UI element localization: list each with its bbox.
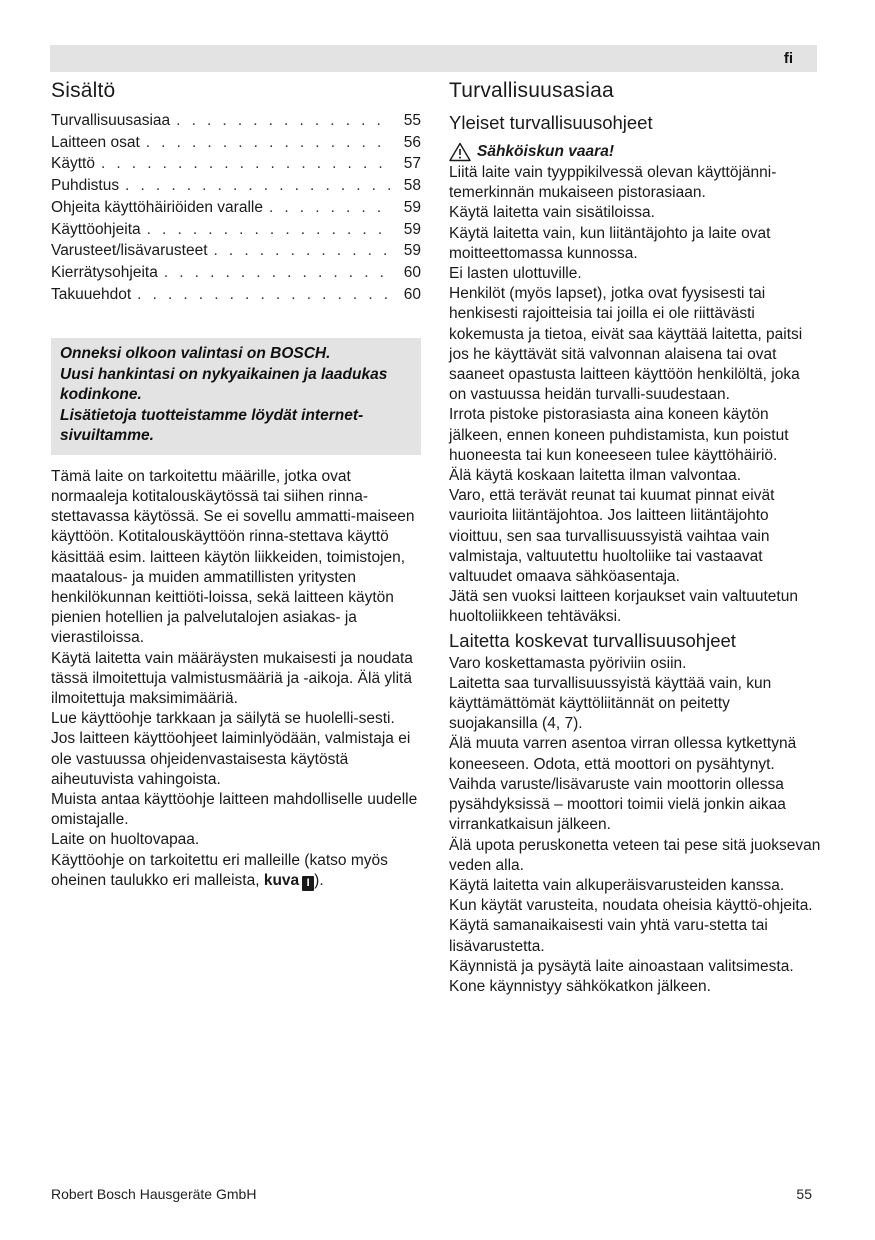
paragraph: Tämä laite on tarkoitettu määrille, jotka ovat normaaleja kotitalouskäytössä tai siihen rinna-stettavassa käytössä. Se ei sovellu ammatti-maiseen käyttöön. Kotitalouskäyttöön rinna-stettava käyttö käsittää esim. laitteen käytön liikkeiden, toimistojen, maatalous- ja muiden ammatillisten yritysten henkilökunnan keittiöti-loissa, sekä laitteen käytön pienien hotellien ja palvelutalojen asiakas- ja vierastiloissa.	[51, 467, 415, 647]
toc-item[interactable]	[51, 240, 421, 262]
models-text-end: ).	[314, 871, 324, 889]
warning-label: Sähköiskun vaara!	[477, 143, 614, 160]
paragraph: Älä muuta varren asentoa virran ollessa kytkettynä koneeseen. Odota, että moottori on pysähtynyt.	[449, 735, 797, 773]
paragraph: Lue käyttöohje tarkkaan ja säilytä se huolelli-sesti. Jos laitteen käyttöohjeet laiminlyödään, valmistaja ei ole vastuussa ohjeidenvastaisesta käytöstä aiheutuvista vahingoista.	[51, 710, 411, 788]
footer-company: Robert Bosch Hausgeräte GmbH	[51, 1186, 257, 1202]
toc-item-title: Ohjeita käyttöhäiriöiden varalle	[51, 198, 263, 216]
general-safety-heading: Yleiset turvallisuusohjeet	[449, 112, 653, 133]
table-of-contents	[51, 110, 421, 305]
toc-item-page: 59	[403, 242, 421, 260]
toc-item-page: 60	[403, 263, 421, 281]
toc-item[interactable]	[51, 262, 421, 284]
warning-triangle-icon	[449, 142, 471, 162]
toc-dot-leader	[269, 197, 393, 219]
electric-shock-warning	[449, 141, 821, 163]
toc-item-page: 59	[403, 220, 421, 238]
toc-item-title: Laitteen osat	[51, 133, 140, 151]
toc-dot-leader	[214, 240, 393, 262]
left-column	[51, 78, 421, 891]
toc-item-page: 59	[403, 198, 421, 216]
toc-item-title: Takuuehdot	[51, 285, 132, 303]
paragraph: Henkilöt (myös lapset), jotka ovat fyysisesti tai henkisesti rajoitteisia tai joilla ei ole riittävästi kokemusta ja tietoa, eivät saa käyttää laitetta, paitsi jos he käyttävät sitä valvonnan alaisena tai ovat saaneet opastusta laitteen käyttöön henkilöltä, joka on vastuussa heidän turvalli-suudestaan.	[449, 285, 803, 404]
toc-dot-leader	[176, 110, 393, 132]
toc-item-page: 60	[403, 285, 421, 303]
toc-dot-leader	[146, 132, 393, 154]
paragraph: Jätä sen vuoksi laitteen korjaukset vain valtuutetun huoltoliikkeen tehtäväksi.	[449, 588, 798, 626]
toc-item-title: Käyttö	[51, 155, 95, 173]
paragraph: Kun käytät varusteita, noudata oheisia käyttö-ohjeita. Käytä samanaikaisesti vain yhtä varu-stetta tai lisävarustetta.	[449, 897, 813, 955]
safety-title: Turvallisuusasiaa	[449, 79, 614, 102]
paragraph: Käytä laitetta vain, kun liitäntäjohto ja laite ovat moitteettomassa kunnossa.	[449, 224, 771, 262]
toc-item[interactable]	[51, 197, 421, 219]
toc-dot-leader	[101, 153, 393, 175]
paragraph: Älä upota peruskonetta veteen tai pese sitä juoksevan veden alla.	[449, 836, 821, 874]
toc-item-page: 56	[403, 133, 421, 151]
intro-line: Uusi hankintasi on nykyaikainen ja laadukas kodinkone.	[60, 365, 388, 404]
toc-item[interactable]	[51, 284, 421, 306]
toc-item-page: 57	[403, 155, 421, 173]
toc-item-title: Käyttöohjeita	[51, 220, 141, 238]
paragraph: Käytä laitetta vain sisätiloissa.	[449, 204, 655, 222]
paragraph: Muista antaa käyttöohje laitteen mahdolliselle uudelle omistajalle.	[51, 791, 418, 829]
toc-item[interactable]	[51, 132, 421, 154]
paragraph: Varo koskettamasta pyöriviin osiin.	[449, 654, 687, 672]
footer-page-number: 55	[796, 1186, 812, 1202]
device-safety-text	[449, 654, 821, 997]
paragraph: Vaihda varuste/lisävaruste vain moottorin ollessa pysähdyksissä – moottori toimii vielä jonkin aikaa virrankatkaisun jälkeen.	[449, 775, 786, 834]
paragraph: Käytä laitetta vain alkuperäisvarusteiden kanssa.	[449, 876, 785, 894]
toc-item[interactable]	[51, 219, 421, 241]
device-safety-heading: Laitetta koskevat turvallisuusohjeet	[449, 629, 736, 651]
language-code: fi	[783, 50, 793, 67]
paragraph: Irrota pistoke pistorasiasta aina koneen käytön jälkeen, ennen koneen puhdistamista, kun poistut huoneesta tai kun koneeseen tulee käyttöhäiriö.	[449, 406, 789, 464]
paragraph: Laitetta saa turvallisuussyistä käyttää vain, kun käyttämättömät käyttöliitännät on peitetty suojakansilla (4, 7).	[449, 674, 772, 733]
toc-dot-leader	[147, 219, 393, 241]
toc-item-title: Turvallisuusasiaa	[51, 112, 171, 129]
intro-line: Lisätietoja tuotteistamme löydät internet-sivuiltamme.	[60, 406, 364, 445]
paragraph: Kone käynnistyy sähkökatkon jälkeen.	[449, 977, 711, 995]
intro-line: Onneksi olkoon valintasi on BOSCH.	[60, 345, 331, 363]
toc-title: Sisältö	[51, 79, 116, 102]
figure-number-badge: I	[302, 876, 314, 891]
paragraph: Laite on huoltovapaa.	[51, 831, 200, 849]
paragraph-models	[51, 851, 421, 891]
toc-item-title: Kierrätysohjeita	[51, 263, 158, 281]
paragraph: Käynnistä ja pysäytä laite ainoastaan valitsimesta.	[449, 957, 794, 975]
paragraph: Ei lasten ulottuville.	[449, 265, 582, 283]
toc-item-page: 55	[403, 112, 421, 129]
paragraph: Älä käytä koskaan laitetta ilman valvontaa.	[449, 467, 742, 485]
intended-use-text	[51, 467, 421, 891]
toc-dot-leader	[164, 262, 393, 284]
toc-item-title: Puhdistus	[51, 177, 120, 195]
intro-box	[51, 338, 421, 455]
general-safety-text	[449, 163, 821, 628]
toc-item-title: Varusteet/lisävarusteet	[51, 242, 208, 260]
toc-item[interactable]	[51, 153, 421, 175]
paragraph: Käytä laitetta vain määräysten mukaisesti ja noudata tässä ilmoitettuja valmistusmääriä ja -aikoja. Älä ylitä ilmoitettuja maksimimääriä.	[51, 649, 413, 708]
right-column	[449, 78, 821, 997]
header-bar	[50, 45, 817, 72]
toc-item-page: 58	[403, 177, 421, 195]
toc-dot-leader	[125, 175, 393, 197]
toc-item[interactable]	[51, 110, 421, 132]
figure-reference: kuva	[263, 871, 300, 889]
paragraph: Varo, että terävät reunat tai kuumat pinnat eivät vaurioita liitäntäjohtoa. Jos laitteen liitäntäjohto vioittuu, sen saa turvallisuussyistä vaihtaa vain valmistaja, valtuutettu huoltoliike tai vastaavat valtuudet omaava sähköasentaja.	[449, 487, 775, 586]
toc-item[interactable]	[51, 175, 421, 197]
models-text: Käyttöohje on tarkoitettu eri malleille (katso myös oheinen taulukko eri malleista,	[51, 851, 388, 889]
toc-dot-leader	[137, 284, 393, 306]
paragraph: Liitä laite vain tyyppikilvessä olevan käyttöjänni-temerkinnän mukaiseen pistorasiaan.	[449, 164, 777, 202]
